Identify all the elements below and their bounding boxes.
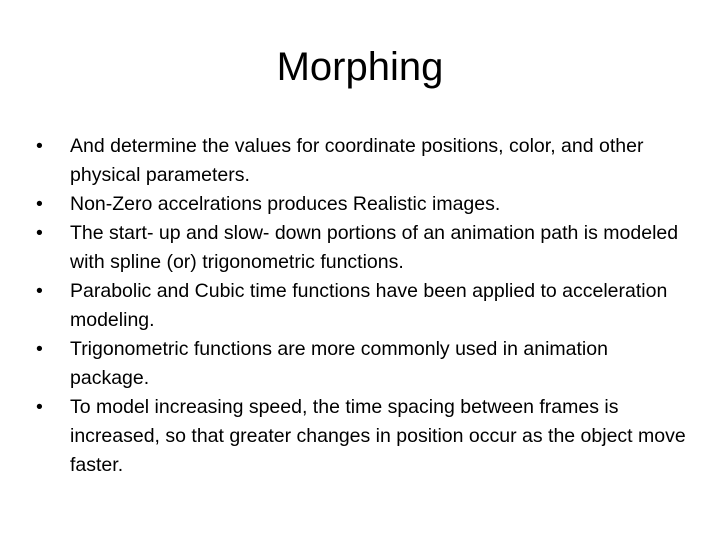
bullet-text: Non-Zero accelrations produces Realistic images. <box>70 193 501 215</box>
bullet-icon: • <box>36 222 43 244</box>
bullet-icon: • <box>36 193 43 215</box>
bullet-text: Parabolic and Cubic time functions have been applied to acceleration modeling. <box>70 280 668 331</box>
bullet-icon: • <box>36 338 43 360</box>
bullet-text: Trigonometric functions are more commonly used in animation package. <box>70 338 608 389</box>
bullet-icon: • <box>36 280 43 302</box>
slide-title: Morphing <box>276 45 444 89</box>
bullet-item <box>36 132 686 190</box>
bullet-item <box>36 335 686 393</box>
bullet-item <box>36 393 686 480</box>
bullet-item <box>36 190 686 219</box>
bullet-text: And determine the values for coordinate positions, color, and other physical parameters. <box>70 135 644 186</box>
bullet-list <box>36 132 686 480</box>
bullet-text: To model increasing speed, the time spacing between frames is increased, so that greater changes in position occur as the object move faster. <box>70 396 686 476</box>
bullet-item <box>36 219 686 277</box>
bullet-icon: • <box>36 135 43 157</box>
bullet-icon: • <box>36 396 43 418</box>
bullet-item <box>36 277 686 335</box>
bullet-text: The start- up and slow- down portions of an animation path is modeled with spline (or) trigonometric functions. <box>70 222 679 273</box>
